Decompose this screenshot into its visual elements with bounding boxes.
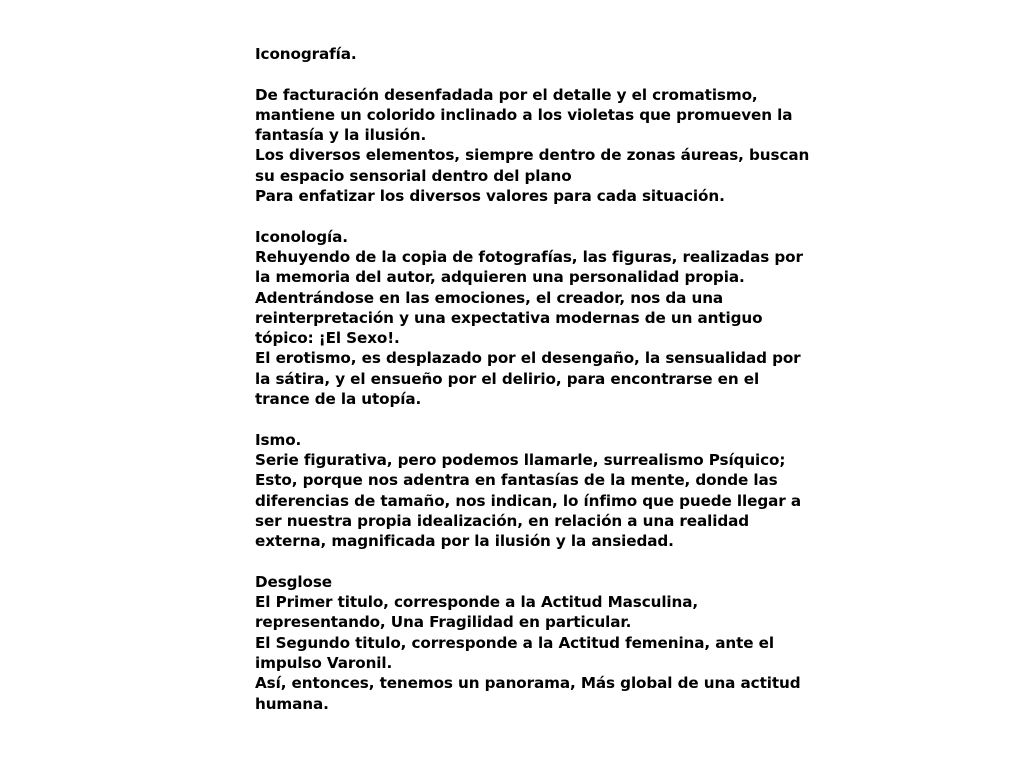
section-iconologia [255, 227, 815, 410]
section-heading-iconologia: Iconología. [255, 227, 348, 246]
section-heading-iconografia: Iconografía. [255, 45, 357, 63]
paragraph-spacer [255, 551, 815, 571]
text-line: tópico: ¡El Sexo!. [255, 329, 400, 348]
text-line: El erotismo, es desplazado por el desengaño, la sensualidad por [255, 349, 801, 368]
text-line: Esto, porque nos adentra en fantasías de la mente, donde las [255, 471, 778, 490]
text-line: humana. [255, 694, 329, 713]
section-iconografia [255, 44, 815, 206]
text-line: la memoria del autor, adquieren una personalidad propia. [255, 268, 745, 287]
text-line: Los diversos elementos, siempre dentro de zonas áureas, buscan [255, 146, 810, 165]
section-ismo [255, 430, 815, 552]
text-line: Rehuyendo de la copia de fotografías, las figuras, realizadas por [255, 247, 803, 266]
text-line: trance de la utopía. [255, 390, 422, 409]
text-line: ser nuestra propia idealización, en relación a una realidad [255, 511, 750, 530]
text-line: representando, Una Fragilidad en particular. [255, 613, 632, 632]
text-line: De facturación desenfadada por el detalle y el cromatismo, [255, 85, 758, 104]
text-line: Para enfatizar los diversos valores para cada situación. [255, 187, 725, 206]
text-line: El Primer titulo, corresponde a la Actitud Masculina, [255, 593, 699, 612]
paragraph-spacer [255, 409, 815, 429]
text-line: diferencias de tamaño, nos indican, lo ínfimo que puede llegar a [255, 491, 801, 510]
section-desglose [255, 572, 815, 714]
document-text-block [255, 44, 815, 714]
section-heading-desglose: Desglose [255, 572, 332, 591]
text-line: Adentrándose en las emociones, el creador, nos da una [255, 288, 724, 307]
text-line: El Segundo titulo, corresponde a la Actitud femenina, ante el [255, 633, 774, 652]
section-heading-ismo: Ismo. [255, 430, 302, 449]
text-line: Serie figurativa, pero podemos llamarle, surrealismo Psíquico; [255, 450, 786, 469]
paragraph-spacer [255, 64, 815, 84]
text-line: su espacio sensorial dentro del plano [255, 166, 572, 185]
text-line: impulso Varonil. [255, 653, 393, 672]
text-line: fantasía y la ilusión. [255, 126, 427, 145]
text-line: reinterpretación y una expectativa modernas de un antiguo [255, 308, 763, 327]
text-line: mantiene un colorido inclinado a los violetas que promueven la [255, 105, 793, 124]
paragraph-spacer [255, 206, 815, 226]
text-line: externa, magnificada por la ilusión y la ansiedad. [255, 532, 674, 551]
text-line: la sátira, y el ensueño por el delirio, para encontrarse en el [255, 369, 760, 388]
text-line: Así, entonces, tenemos un panorama, Más global de una actitud [255, 674, 801, 693]
